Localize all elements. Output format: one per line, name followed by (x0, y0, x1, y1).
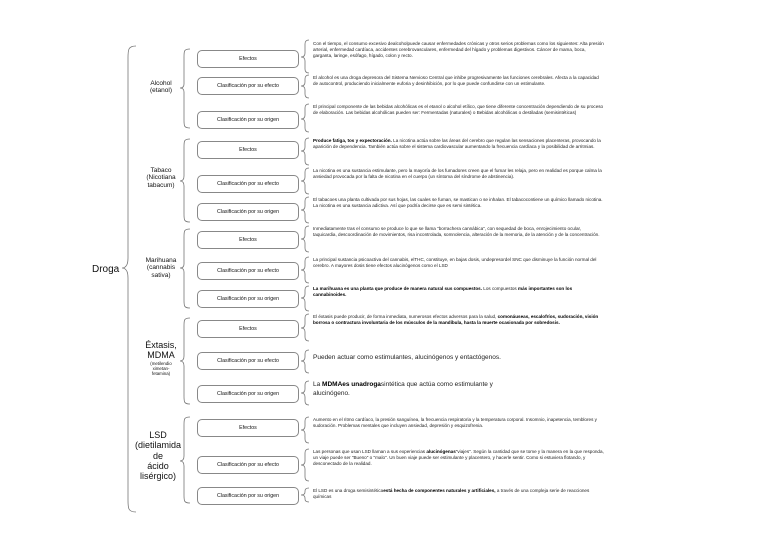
drug-name-line: (dietilamida (134, 440, 182, 451)
description-segment: a través de una compleja serie de reacciones químicas (313, 488, 590, 500)
description-text (313, 488, 605, 500)
desc-brace (301, 197, 309, 223)
description-segment: La nicotina actúa sobre las áreas del cerebro que regulan las sensaciones placenteras, provocando la aparición de dependencia. También actúa sobre el sistema cardiovascular aumentando la frecuencia cardíaca y la posibilidad de arritmias. (313, 138, 601, 150)
desc-brace (301, 286, 309, 311)
description-segment: El alcohol es una droga depresora del Sistema Nervioso Central que inhibe progresivamente las funciones cerebrales. Afecta a la capacidad de autocontrol, produciendo inicialmente euforia y desinhibición, por lo que puede confundirse con un estimulante. (313, 75, 599, 87)
description-text (313, 354, 513, 363)
description-text (313, 168, 605, 180)
description-segment: más importantes son los cannabinoides. (313, 286, 573, 298)
drug-name-line: Tabaco (150, 167, 172, 174)
drug-name-line: (etanol) (149, 87, 173, 95)
description-segment: sintética que actúa como estimulante y alucinógeno. (313, 381, 493, 397)
classification-origin-box: Clasificación por su origen (197, 111, 299, 129)
drug-name-line: ximetan- (152, 365, 170, 371)
desc-brace (301, 138, 309, 165)
desc-brace (301, 40, 309, 73)
effects-box: Efectos (197, 141, 299, 159)
description-segment: Con el tiempo, el consumo excesivo dealcoholpuede causar enfermedades crónicas y otros serios problemas como los siguientes: Alta presión arterial, enfermedad cardíaca, accidentes cerebrovasculares, enfermedad del hígado y problemas digestivos. Cáncer de mama, boca, garganta, laringe, esófago, hígado, colon y recto. (313, 41, 604, 59)
description-text (313, 197, 605, 209)
description-text (313, 314, 605, 326)
drug-name-line: lisérgico) (139, 471, 176, 482)
drug-name-line: MDMA (147, 350, 175, 361)
drug-name-line: tabacum) (147, 181, 175, 189)
desc-brace (301, 75, 309, 98)
classification-origin-box: Clasificación por su origen (197, 487, 299, 505)
drug-name (138, 340, 184, 376)
effects-box: Efectos (197, 50, 299, 68)
desc-brace (301, 104, 309, 132)
desc-brace (301, 381, 309, 405)
drug-name-line: (metilendio (150, 360, 172, 366)
desc-brace (301, 314, 309, 341)
description-segment: "viajes". Según la cantidad que se tome y la manera en la que responda, un viaje puede ser "Bueno" o "malo". Un buen viaje puede ser estimulante y placentero, y hacerle sentir. Como si estuviera flotando, y desconectado de la realidad. (313, 449, 604, 467)
drug-name-line: Alcohol (150, 80, 172, 87)
desc-brace (301, 488, 309, 502)
effects-box: Efectos (197, 231, 299, 249)
desc-brace (301, 168, 309, 194)
description-segment: MDMAes unadroga (322, 381, 381, 388)
description-text (313, 104, 605, 116)
description-segment: está hecha de componentes naturales y artificiales, (383, 488, 496, 493)
drug-name-line: Éxtasis, (145, 340, 177, 350)
description-segment: La principal sustancia psicoactiva del cannabis, elTHC, constituye, en bajas dosis, undepresordel SNC que disminuye la función normal del cerebro. A mayores dosis tiene efectos alucinógenos como el LSD (313, 257, 597, 269)
drug-name-line: Marihuana (145, 257, 177, 264)
description-segment: comonáuseas, escalofríos, sudoración, visión borrosa o contractura involuntaria de los músculos de la mandíbula, hasta la muerte ocasionada por sobredosis. (313, 314, 599, 326)
classification-origin-box: Clasificación por su origen (197, 290, 299, 308)
desc-brace (301, 257, 309, 283)
description-segment: La marihuana es una planta que produce de manera natural sus compuestos. (313, 286, 482, 291)
drug-name-line: ácido (147, 461, 169, 472)
description-segment: El principal componente de las bebidas alcohólicas es el etanol o alcohol etílico, que tiene diferente concentración dependiendo de su proceso de elaboración. Las bebidas alcohólicas pueden ser: Fermentadas (naturales) o Bebidas alcohólicas o destiladas (semisintéticas) (313, 104, 604, 116)
drug-name-line: de (152, 450, 163, 461)
description-segment: El LSD es una droga semisintética (313, 488, 384, 493)
classification-origin-box: Clasificación por su origen (197, 385, 299, 403)
description-segment: Las personas que usan LSD llaman a sus experiencias (313, 449, 427, 454)
desc-brace (301, 449, 309, 481)
drug-name (131, 430, 185, 482)
description-segment: La nicotina es una sustancia estimulante, pero la mayoría de los fumadores creen que el fumar les relaja, pero en realidad es porque calma la ansiedad provocada por la falta de nicotina en el cuerpo (un síntoma del síndrome de abstinencia). (313, 168, 602, 180)
classification-effect-box: Clasificación por su efecto (197, 175, 299, 193)
description-text (313, 138, 605, 150)
effects-box: Efectos (197, 419, 299, 437)
description-text (313, 226, 605, 238)
drug-name-line: (cannabis (146, 264, 176, 272)
drug-name (138, 167, 184, 189)
description-text (313, 381, 513, 398)
classification-effect-box: Clasificación por su efecto (197, 77, 299, 95)
description-segment: Produce fatiga, tos y expectoración. (313, 138, 392, 143)
drug-name-line: (Nicotiana (146, 174, 176, 182)
description-text (313, 417, 605, 429)
drug-name (138, 257, 184, 279)
effects-box: Efectos (197, 320, 299, 338)
description-text (313, 75, 605, 87)
drug-name-line: LSD (149, 430, 167, 440)
drug-name-line: sativa) (151, 271, 171, 279)
classification-effect-box: Clasificación por su efecto (197, 352, 299, 370)
desc-brace (301, 350, 309, 373)
description-segment: Inmediatamente tras el consumo se produce lo que se llama "borrachera cannábica", con sequedad de boca, enrojecimiento ocular, taquicardia, descoordinación de movimientos, risa incontrolada, somnolencia, alteración de la memoria, de la atención y de la concentración. (313, 226, 600, 238)
description-text (313, 41, 605, 59)
description-segment: Aumento en el ritmo cardíaco, la presión sanguínea, la frecuencia respiratoria y la temperatura corporal. Insomnio, inapetencia, temblores y sudoración. Problemas mentales que incluyen ansiedad, depresión y esquizofrenia. (313, 417, 597, 429)
description-segment: Los compuestos (482, 286, 519, 291)
description-segment: La (313, 381, 323, 388)
description-segment: El éxtasis puede producir, de forma inmediata, numerosos efectos adversos para la salud, (313, 314, 498, 319)
classification-effect-box: Clasificación por su efecto (197, 262, 299, 280)
classification-origin-box: Clasificación por su origen (197, 203, 299, 221)
drug-name (138, 80, 184, 95)
root-label: Droga (92, 264, 120, 275)
description-text (313, 257, 605, 269)
description-segment: alucinógenas (426, 449, 456, 454)
classification-effect-box: Clasificación por su efecto (197, 456, 299, 474)
desc-brace (301, 417, 309, 443)
drug-name-line: fetamina) (151, 370, 171, 376)
description-text (313, 449, 605, 467)
description-segment: El tabacoes una planta cultivada por sus hojas, las cuales se fuman, se mastican o se inhalan. El tabacocontiene un químico llamado nicotina. La nicotina es una sustancia adictiva. Así que podría decirse que es semi sintética. (313, 197, 603, 209)
description-text (313, 286, 605, 298)
desc-brace (301, 226, 309, 252)
description-segment: Pueden actuar como estimulantes, alucinógenos y entactógenos. (313, 354, 501, 361)
